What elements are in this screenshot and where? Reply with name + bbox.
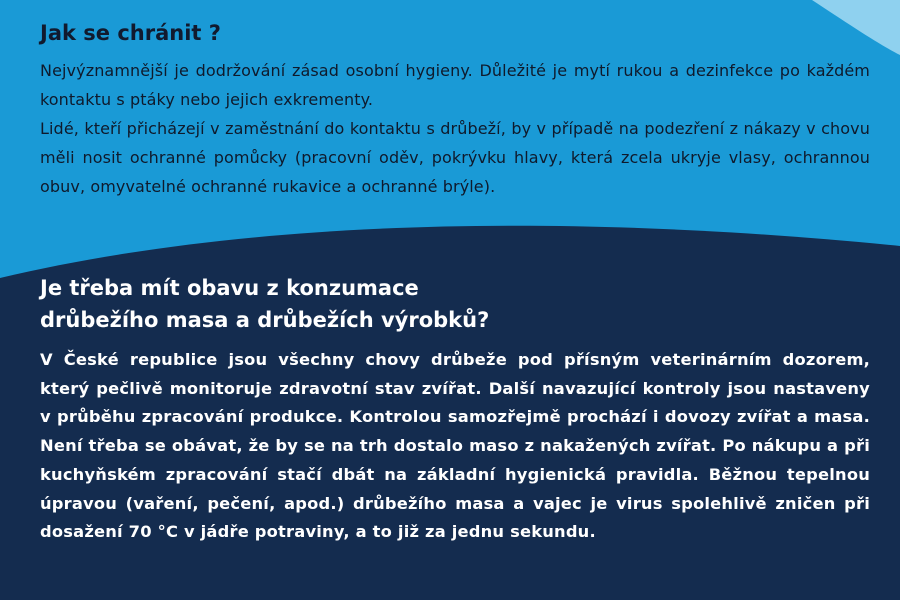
consumption-heading-line2: drůbežího masa a drůbežích výrobků? (40, 308, 490, 332)
protection-heading: Jak se chránit ? (40, 21, 221, 45)
protection-paragraph-equipment: Lidé, kteří přicházejí v zaměstnání do kontaktu s drůbeží, by v případě na podezření z nákazy v chovu měli nosit ochranné pomůcky (pracovní oděv, pokrývku hlavy, která zcela ukryje vlasy, ochrannou obuv, omyvatelné ochranné rukavice a ochranné brýle). (40, 119, 870, 196)
protection-section (40, 18, 870, 201)
protection-paragraph-hygiene: Nejvýznamnější je dodržování zásad osobní hygieny. Důležité je mytí rukou a dezinfekce po každém kontaktu s ptáky nebo jejich exkrementy. (40, 61, 870, 109)
consumption-heading (40, 272, 870, 336)
consumption-heading-line1: Je třeba mít obavu z konzumace (40, 276, 419, 300)
consumption-section (40, 272, 870, 547)
consumption-paragraph: V České republice jsou všechny chovy drůbeže pod přísným veterinárním dozorem, který pečlivě monitoruje zdravotní stav zvířat. Další navazující kontroly jsou nastaveny v průběhu zpracování produkce. Kontrolou samozřejmě prochází i dovozy zvířat a masa. Není třeba se obávat, že by se na trh dostalo maso z nakažených zvířat. Po nákupu a při kuchyňském zpracování stačí dbát na základní hygienická pravidla. Běžnou tepelnou úpravou (vaření, pečení, apod.) drůbežího masa a vajec je virus spolehlivě zničen při dosažení 70 °C v jádře potraviny, a to již za jednu sekundu. (40, 350, 870, 542)
